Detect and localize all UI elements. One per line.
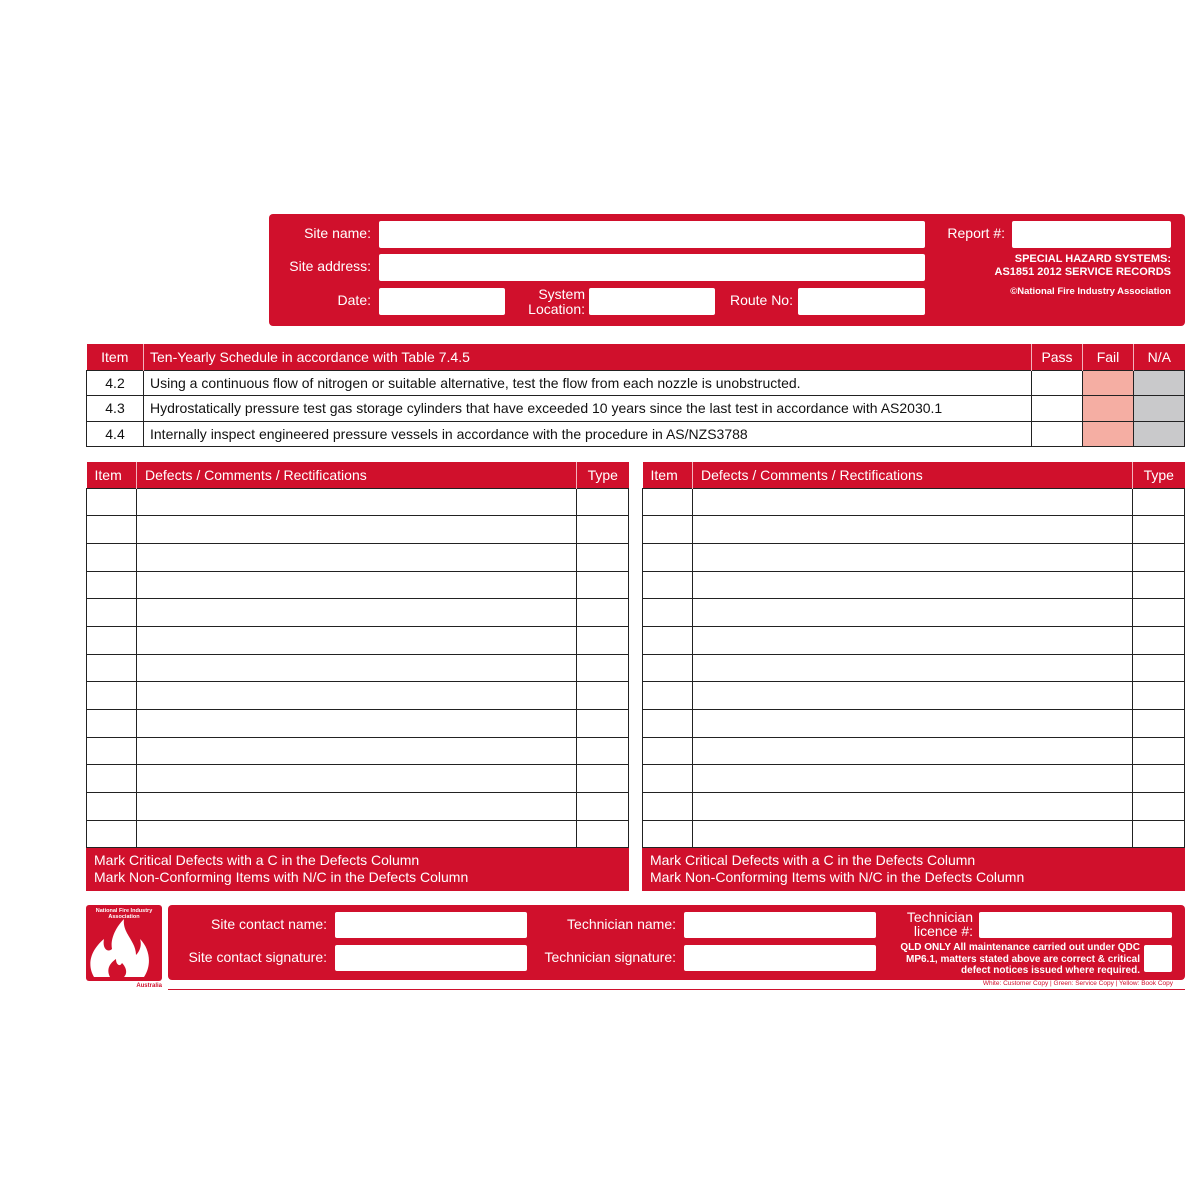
defect-item-cell[interactable]	[87, 765, 137, 793]
defect-row	[87, 488, 629, 516]
schedule-col-pass: Pass	[1032, 344, 1083, 370]
defect-row	[87, 599, 629, 627]
form-title	[995, 253, 1172, 279]
defect-comment-cell[interactable]	[137, 571, 577, 599]
defect-row	[87, 820, 629, 848]
defect-row	[87, 765, 629, 793]
system-location-label-line1: System	[538, 286, 585, 302]
flame-icon	[86, 905, 162, 981]
defect-comment-cell[interactable]	[693, 682, 1133, 710]
defect-type-cell[interactable]	[1133, 599, 1185, 627]
defect-type-cell[interactable]	[577, 737, 629, 765]
defect-item-cell[interactable]	[643, 682, 693, 710]
defect-type-cell[interactable]	[1133, 516, 1185, 544]
qld-checkbox[interactable]	[1144, 945, 1172, 972]
site-contact-signature-field[interactable]	[335, 945, 527, 971]
defect-type-cell[interactable]	[577, 820, 629, 848]
defects-col-comments: Defects / Comments / Rectifications	[693, 462, 1133, 488]
defect-row	[87, 626, 629, 654]
site-contact-name-field[interactable]	[335, 912, 527, 938]
schedule-col-na: N/A	[1134, 344, 1185, 370]
na-cell[interactable]	[1134, 421, 1185, 447]
nfia-logo	[86, 905, 162, 989]
defect-row	[87, 654, 629, 682]
schedule-item-number: 4.4	[87, 421, 144, 447]
defect-row	[643, 765, 1185, 793]
defect-type-cell[interactable]	[1133, 654, 1185, 682]
date-field[interactable]	[379, 288, 505, 315]
defect-item-cell[interactable]	[87, 793, 137, 821]
defect-item-cell[interactable]	[87, 737, 137, 765]
defect-comment-cell[interactable]	[693, 516, 1133, 544]
defect-comment-cell[interactable]	[137, 793, 577, 821]
defect-comment-cell[interactable]	[693, 543, 1133, 571]
defect-row	[87, 793, 629, 821]
defect-comment-cell[interactable]	[137, 543, 577, 571]
defect-type-cell[interactable]	[1133, 488, 1185, 516]
site-address-field[interactable]	[379, 254, 925, 281]
fail-cell[interactable]	[1083, 370, 1134, 396]
defect-comment-cell[interactable]	[693, 820, 1133, 848]
defect-row	[643, 543, 1185, 571]
na-cell[interactable]	[1134, 396, 1185, 422]
schedule-header-row	[87, 344, 1185, 370]
defect-comment-cell[interactable]	[137, 710, 577, 738]
defect-item-cell[interactable]	[87, 820, 137, 848]
defect-comment-cell[interactable]	[693, 765, 1133, 793]
defect-type-cell[interactable]	[1133, 820, 1185, 848]
defect-item-cell[interactable]	[643, 516, 693, 544]
defect-comment-cell[interactable]	[693, 654, 1133, 682]
defect-type-cell[interactable]	[1133, 626, 1185, 654]
schedule-col-fail: Fail	[1083, 344, 1134, 370]
schedule-row	[87, 370, 1185, 396]
defect-comment-cell[interactable]	[693, 599, 1133, 627]
defect-comment-cell[interactable]	[137, 599, 577, 627]
schedule-table	[86, 344, 1185, 447]
defect-item-cell[interactable]	[87, 654, 137, 682]
defects-table-right	[642, 462, 1185, 890]
form-title-line2: AS1851 2012 SERVICE RECORDS	[994, 266, 1171, 278]
qld-notice-line2: MP6.1, matters stated above are correct & critical	[906, 953, 1140, 965]
defect-row	[643, 599, 1185, 627]
defect-item-cell[interactable]	[87, 710, 137, 738]
defects-col-comments: Defects / Comments / Rectifications	[137, 462, 577, 488]
defects-note-critical: Mark Critical Defects with a C in the Defects Column	[94, 852, 420, 869]
copyright-text: ©National Fire Industry Association	[1010, 286, 1171, 297]
schedule-item-text: Hydrostatically pressure test gas storage cylinders that have exceeded 10 years since the last test in accordance with AS2030.1	[144, 396, 1032, 422]
defect-item-cell[interactable]	[643, 571, 693, 599]
defect-item-cell[interactable]	[643, 626, 693, 654]
defect-item-cell[interactable]	[643, 488, 693, 516]
defect-row	[87, 737, 629, 765]
defect-type-cell[interactable]	[577, 516, 629, 544]
defect-comment-cell[interactable]	[137, 516, 577, 544]
defect-row	[643, 488, 1185, 516]
defects-header-row	[643, 462, 1185, 488]
defect-type-cell[interactable]	[577, 599, 629, 627]
defect-comment-cell[interactable]	[137, 737, 577, 765]
schedule-item-text: Internally inspect engineered pressure vessels in accordance with the procedure in AS/NZS3788	[144, 421, 1032, 447]
route-no-field[interactable]	[798, 288, 925, 315]
defect-item-cell[interactable]	[643, 765, 693, 793]
fail-cell[interactable]	[1083, 396, 1134, 422]
defect-comment-cell[interactable]	[693, 571, 1133, 599]
defect-type-cell[interactable]	[577, 710, 629, 738]
defect-item-cell[interactable]	[87, 626, 137, 654]
defects-note-nonconforming: Mark Non-Conforming Items with N/C in the Defects Column	[94, 869, 469, 886]
defect-comment-cell[interactable]	[137, 820, 577, 848]
defect-type-cell[interactable]	[577, 571, 629, 599]
logo-badge	[86, 905, 162, 981]
defect-item-cell[interactable]	[643, 543, 693, 571]
system-location-field[interactable]	[589, 288, 715, 315]
defect-row	[643, 626, 1185, 654]
schedule-item-number: 4.2	[87, 370, 144, 396]
system-location-label	[528, 287, 585, 317]
technician-licence-field[interactable]	[979, 912, 1172, 938]
defect-item-cell[interactable]	[643, 820, 693, 848]
defect-item-cell[interactable]	[87, 516, 137, 544]
defects-note-critical: Mark Critical Defects with a C in the Defects Column	[650, 852, 976, 869]
defect-comment-cell[interactable]	[693, 626, 1133, 654]
form-title-line1: SPECIAL HAZARD SYSTEMS:	[1014, 253, 1171, 265]
defect-item-cell[interactable]	[643, 710, 693, 738]
technician-signature-field[interactable]	[684, 945, 876, 971]
defect-item-cell[interactable]	[643, 737, 693, 765]
pass-cell[interactable]	[1032, 370, 1083, 396]
defect-row	[87, 516, 629, 544]
defect-row	[643, 682, 1185, 710]
defect-comment-cell[interactable]	[137, 626, 577, 654]
defect-row	[643, 793, 1185, 821]
schedule-col-title: Ten-Yearly Schedule in accordance with Table 7.4.5	[144, 344, 1032, 370]
defect-row	[87, 682, 629, 710]
signature-panel	[168, 905, 1185, 980]
defect-row	[643, 710, 1185, 738]
qld-notice-line3: defect notices issued where required.	[961, 965, 1140, 976]
technician-signature-label: Technician signature:	[544, 949, 676, 965]
defects-header-row	[87, 462, 629, 488]
defect-item-cell[interactable]	[87, 599, 137, 627]
technician-name-field[interactable]	[684, 912, 876, 938]
pass-cell[interactable]	[1032, 421, 1083, 447]
defect-item-cell[interactable]	[87, 488, 137, 516]
technician-licence-label-line1: Technician	[906, 909, 973, 925]
defect-row	[87, 543, 629, 571]
site-name-label: Site name:	[304, 225, 371, 241]
fail-cell[interactable]	[1083, 421, 1134, 447]
qld-notice-line1: QLD ONLY All maintenance carried out under QDC	[900, 942, 1140, 953]
defect-comment-cell[interactable]	[693, 793, 1133, 821]
defects-note	[642, 848, 1185, 891]
copy-distribution: White: Customer Copy | Green: Service Copy | Yellow: Book Copy	[168, 980, 1185, 990]
defect-item-cell[interactable]	[643, 599, 693, 627]
defect-type-cell[interactable]	[577, 488, 629, 516]
site-name-field[interactable]	[379, 221, 925, 248]
defects-col-type: Type	[577, 462, 629, 488]
defects-note	[86, 848, 629, 891]
defect-type-cell[interactable]	[577, 682, 629, 710]
defect-type-cell[interactable]	[1133, 571, 1185, 599]
defect-type-cell[interactable]	[1133, 793, 1185, 821]
defect-type-cell[interactable]	[577, 543, 629, 571]
defect-type-cell[interactable]	[1133, 737, 1185, 765]
site-contact-name-label: Site contact name:	[211, 916, 327, 932]
pass-cell[interactable]	[1032, 396, 1083, 422]
technician-name-label: Technician name:	[567, 916, 676, 932]
defect-row	[643, 571, 1185, 599]
defect-comment-cell[interactable]	[137, 765, 577, 793]
defect-item-cell[interactable]	[87, 682, 137, 710]
defects-table-left	[86, 462, 629, 890]
defect-type-cell[interactable]	[577, 793, 629, 821]
defect-type-cell[interactable]	[1133, 682, 1185, 710]
defect-item-cell[interactable]	[643, 654, 693, 682]
defect-row	[87, 710, 629, 738]
defect-comment-cell[interactable]	[693, 737, 1133, 765]
defect-type-cell[interactable]	[1133, 765, 1185, 793]
schedule-row	[87, 421, 1185, 447]
defect-comment-cell[interactable]	[137, 488, 577, 516]
defect-item-cell[interactable]	[643, 793, 693, 821]
logo-text: National Fire Industry Association	[95, 908, 153, 920]
defects-col-type: Type	[1133, 462, 1185, 488]
defect-comment-cell[interactable]	[137, 654, 577, 682]
technician-licence-label-line2: licence #:	[913, 923, 973, 939]
defect-item-cell[interactable]	[87, 543, 137, 571]
na-cell[interactable]	[1134, 370, 1185, 396]
schedule-item-number: 4.3	[87, 396, 144, 422]
defects-col-item: Item	[87, 462, 137, 488]
schedule-item-text: Using a continuous flow of nitrogen or suitable alternative, test the flow from each nozzle is unobstructed.	[144, 370, 1032, 396]
report-number-field[interactable]	[1012, 221, 1171, 248]
defect-row	[643, 516, 1185, 544]
header-panel	[269, 214, 1185, 326]
schedule-row	[87, 396, 1185, 422]
defect-type-cell[interactable]	[1133, 543, 1185, 571]
logo-country: Australia	[136, 983, 162, 989]
defect-type-cell[interactable]	[1133, 710, 1185, 738]
site-contact-signature-label: Site contact signature:	[188, 949, 327, 965]
site-address-label: Site address:	[289, 258, 371, 274]
schedule-col-item: Item	[87, 344, 144, 370]
defect-row	[643, 654, 1185, 682]
defect-type-cell[interactable]	[577, 765, 629, 793]
defect-item-cell[interactable]	[87, 571, 137, 599]
report-number-label: Report #:	[947, 225, 1005, 241]
defects-col-item: Item	[643, 462, 693, 488]
technician-licence-label	[907, 910, 973, 938]
defect-comment-cell[interactable]	[693, 710, 1133, 738]
defect-comment-cell[interactable]	[693, 488, 1133, 516]
defect-row	[643, 737, 1185, 765]
defect-row	[643, 820, 1185, 848]
defect-type-cell[interactable]	[577, 626, 629, 654]
defect-comment-cell[interactable]	[137, 682, 577, 710]
route-no-label: Route No:	[729, 292, 793, 308]
qld-notice	[900, 942, 1140, 977]
date-label: Date:	[337, 292, 371, 308]
defect-row	[87, 571, 629, 599]
system-location-label-line2: Location:	[528, 301, 585, 317]
defect-type-cell[interactable]	[577, 654, 629, 682]
defects-note-nonconforming: Mark Non-Conforming Items with N/C in the Defects Column	[650, 869, 1025, 886]
